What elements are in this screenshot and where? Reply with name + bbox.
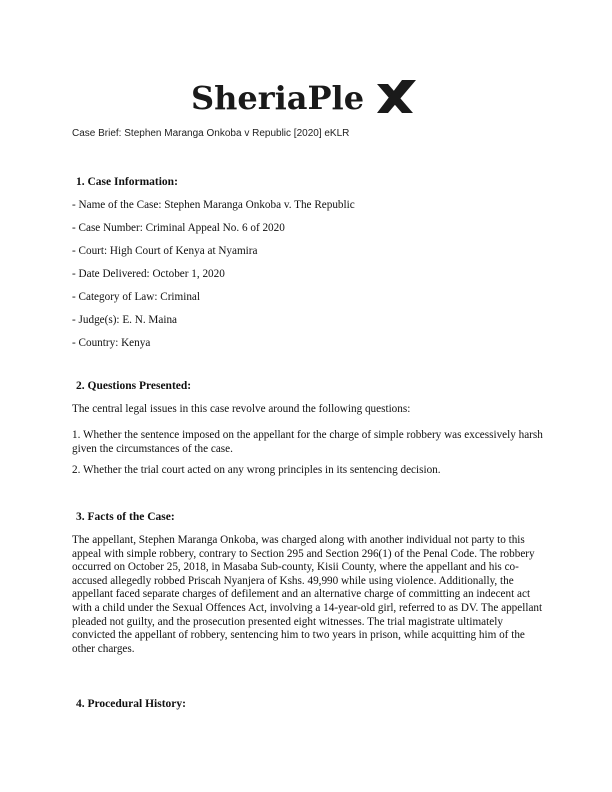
- logo-x-mark: [377, 80, 416, 113]
- case-info-category: - Category of Law: Criminal: [72, 291, 201, 303]
- logo-graphic: [191, 76, 421, 120]
- case-info-date: - Date Delivered: October 1, 2020: [72, 268, 225, 280]
- case-info-country: - Country: Kenya: [72, 337, 151, 349]
- section-heading-procedural-history: 4. Procedural History:: [76, 698, 186, 710]
- section-heading-questions: 2. Questions Presented:: [76, 380, 192, 392]
- case-info-number: - Case Number: Criminal Appeal No. 6 of 2020: [72, 222, 285, 234]
- section-heading-case-information: 1. Case Information:: [76, 176, 178, 188]
- facts-paragraph: The appellant, Stephen Maranga Onkoba, was charged along with another individual not party to this appeal with simple robbery, contrary to Section 295 and Section 296(1) of the Penal Code. The robbery occurred on October 25, 2018, in Masaba Sub-county, Kisii County, where the appellant and his co-accused allegedly robbed Priscah Nyanjera of Kshs. 49,990 while using violence. Additionally, the appellant faced separate charges of defilement and an alternative charge of committing an indecent act with a child under the Sexual Offences Act, involving a 14-year-old girl, referred to as DV. The appellant pleaded not guilty, and the prosecution presented eight witnesses. The trial magistrate ultimately convicted the appellant of robbery, sentencing him to two years in prison, while acquitting him of the other charges.: [72, 534, 543, 655]
- sheriaplex-logo: [0, 76, 612, 125]
- section-heading-facts: 3. Facts of the Case:: [76, 511, 175, 523]
- brief-title: Case Brief: Stephen Maranga Onkoba v Republic [2020] eKLR: [72, 128, 350, 139]
- case-info-judges: - Judge(s): E. N. Maina: [72, 314, 178, 326]
- case-info-name: - Name of the Case: Stephen Maranga Onkoba v. The Republic: [72, 199, 355, 211]
- question-2: 2. Whether the trial court acted on any wrong principles in its sentencing decision.: [72, 464, 441, 476]
- questions-intro: The central legal issues in this case revolve around the following questions:: [72, 403, 411, 415]
- logo-wordmark: SheriaPle: [191, 79, 365, 117]
- case-info-court: - Court: High Court of Kenya at Nyamira: [72, 245, 258, 257]
- question-1: 1. Whether the sentence imposed on the appellant for the charge of simple robbery was excessively harsh given the circumstances of the case.: [72, 429, 543, 455]
